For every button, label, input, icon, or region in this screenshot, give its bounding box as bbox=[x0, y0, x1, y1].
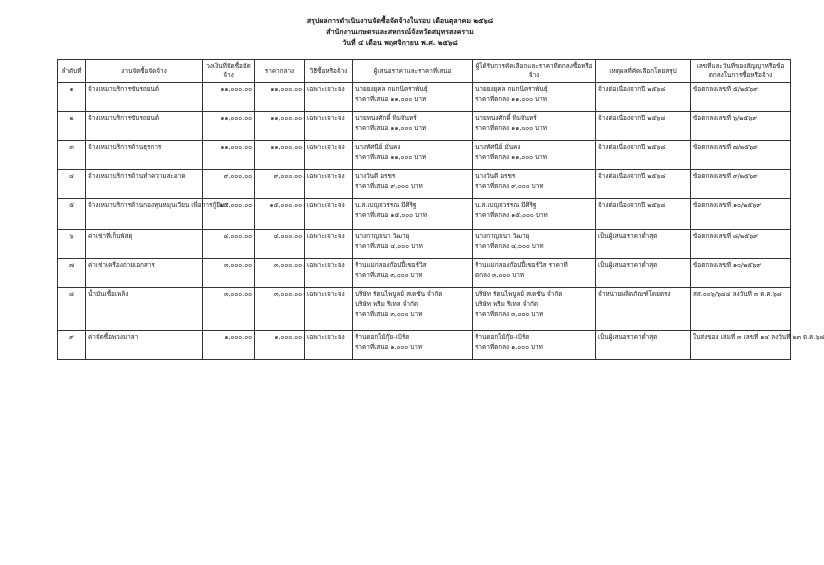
bidder-info-line: นายทนงศักดิ์ ทิมจันทร์ bbox=[355, 114, 417, 122]
median-price: ๑๕,๐๐๐.๐๐ bbox=[255, 199, 305, 230]
median-price: ๓,๐๐๐.๐๐ bbox=[255, 259, 305, 288]
winner-info-line: ร้านแม่กลองก๊อปปี้เซอร์วิส ราคาที่ bbox=[475, 261, 568, 269]
procurement-item: จ้างเหมาบริการด้านกองทุนหมุนเวียน เพื่อการกู้ยืมฯ bbox=[86, 199, 203, 230]
winner-info-line: ราคาที่ตกลง ๔,๐๐๐ บาท bbox=[475, 242, 544, 250]
procurement-method: เฉพาะเจาะจง bbox=[305, 230, 353, 259]
procurement-method: เฉพาะเจาะจง bbox=[305, 170, 353, 199]
bidder-info-line: ราคาที่เสนอ ๑,๐๐๐ บาท bbox=[355, 343, 423, 351]
bidder-info bbox=[353, 331, 473, 360]
median-price: ๑๑,๐๐๐.๐๐ bbox=[255, 112, 305, 141]
bidder-info-line: บริษัท พรีม รีเทล จำกัด bbox=[355, 300, 418, 308]
winner-info-line: ราคาที่ตกลง ๙,๐๐๐ บาท bbox=[475, 182, 544, 190]
procurement-method: เฉพาะเจาะจง bbox=[305, 331, 353, 360]
report-title: สรุปผลการดำเนินงานจัดซื้อจัดจ้างในรอบ เดือนตุลาคม ๒๕๖๘ bbox=[306, 17, 494, 25]
row-number: ๖ bbox=[58, 230, 86, 259]
budget-amount: ๙,๐๐๐.๐๐ bbox=[203, 170, 255, 199]
col-header: วงเงินที่จัดซื้อจัดจ้าง bbox=[203, 60, 255, 83]
col-header: ผู้ได้รับการคัดเลือกและราคาที่ตกลงซื้อหรือจ้าง bbox=[473, 60, 596, 83]
col-header: ราคากลาง bbox=[255, 60, 305, 83]
selection-reason: จ้างต่อเนื่องจากปี ๒๕๖๘ bbox=[596, 83, 691, 112]
contract-reference: ใบส่งของ เล่มที่ ๓ เลขที่ ๑๔ ลงวันที่ ๒๓ ต.ค.๖๘ bbox=[691, 331, 791, 360]
winner-info-line: ราคาที่ตกลง ๑๑,๐๐๐ บาท bbox=[475, 95, 547, 103]
table-row bbox=[58, 112, 791, 141]
table-row bbox=[58, 199, 791, 230]
contract-reference: ข้อตกลงเลขที่ ๙/๒๕๖๙ bbox=[691, 170, 791, 199]
col-header: งานจัดซื้อจัดจ้าง bbox=[86, 60, 203, 83]
winner-info-line: ราคาที่ตกลง ๑๑,๐๐๐ บาท bbox=[475, 153, 547, 161]
bidder-info bbox=[353, 230, 473, 259]
winner-info-line: น.ส.เบญจวรรณ มีศิริฐ bbox=[475, 201, 537, 209]
winner-info bbox=[473, 331, 596, 360]
procurement-item: น้ำมันเชื้อเพลิง bbox=[86, 288, 203, 331]
selection-reason: จำหน่ายผลิตภัณฑ์โดยตรง bbox=[596, 288, 691, 331]
row-number: ๘ bbox=[58, 288, 86, 331]
winner-info-line: นางกาญจนา วัฒายุ bbox=[475, 232, 530, 240]
procurement-item: ค่าจัดซื้อพวงมาลา bbox=[86, 331, 203, 360]
winner-info-line: ราคาที่ตกลง ๑๕,๐๐๐ บาท bbox=[475, 211, 548, 219]
procurement-item: จ้างเหมาบริการด้านทำความสะอาด bbox=[86, 170, 203, 199]
bidder-info-line: ราคาที่เสนอ ๑๕,๐๐๐ บาท bbox=[355, 211, 427, 219]
col-header: เลขที่และวันที่ของสัญญาหรือข้อตกลงในการซื้อหรือจ้าง bbox=[691, 60, 791, 83]
median-price: ๔,๐๐๐.๐๐ bbox=[255, 230, 305, 259]
winner-info-line: ราคาที่ตกลง ๓,๐๐๐ บาท bbox=[475, 310, 544, 318]
selection-reason: จ้างต่อเนื่องจากปี ๒๕๖๘ bbox=[596, 141, 691, 170]
procurement-method: เฉพาะเจาะจง bbox=[305, 112, 353, 141]
contract-reference: ข้อตกลงเลขที่ ๑๐/๒๕๖๙ bbox=[691, 259, 791, 288]
bidder-info-line: นางทัศนีย์ มั่นคง bbox=[355, 143, 401, 151]
selection-reason: เป็นผู้เสนอราคาต่ำสุด bbox=[596, 331, 691, 360]
winner-info bbox=[473, 141, 596, 170]
contract-reference: ข้อตกลงเลขที่ ๘/๒๕๖๙ bbox=[691, 230, 791, 259]
agency-name: สำนักงานเกษตรและสหกรณ์จังหวัดสมุทรสงคราม bbox=[326, 28, 474, 36]
bidder-info-line: น.ส.เบญจวรรณ มีศิริฐ bbox=[355, 201, 417, 209]
winner-info-line: บริษัท รัตนไพบูลย์ สเตชั่น จำกัด bbox=[475, 290, 563, 298]
budget-amount: ๑๑,๐๐๐.๐๐ bbox=[203, 83, 255, 112]
row-number: ๓ bbox=[58, 141, 86, 170]
row-number: ๑ bbox=[58, 83, 86, 112]
bidder-info bbox=[353, 112, 473, 141]
selection-reason: จ้างต่อเนื่องจากปี ๒๕๖๘ bbox=[596, 170, 691, 199]
median-price: ๑,๐๐๐.๐๐ bbox=[255, 331, 305, 360]
bidder-info-line: นายยงยุคล กมกนิคราพันธุ์ bbox=[355, 85, 428, 93]
table-row bbox=[58, 288, 791, 331]
procurement-item: จ้างเหมาบริการขับรถยนต์ bbox=[86, 83, 203, 112]
bidder-info-line: นางกาญจนา วัฒายุ bbox=[355, 232, 410, 240]
table-row bbox=[58, 141, 791, 170]
procurement-method: เฉพาะเจาะจง bbox=[305, 141, 353, 170]
winner-info bbox=[473, 83, 596, 112]
document-header bbox=[0, 16, 800, 49]
procurement-method: เฉพาะเจาะจง bbox=[305, 83, 353, 112]
report-date: วันที่ ๔ เดือน พฤศจิกายน พ.ศ. ๒๕๖๘ bbox=[342, 39, 458, 47]
winner-info-line: บริษัท พรีม รีเทล จำกัด bbox=[475, 300, 538, 308]
procurement-method: เฉพาะเจาะจง bbox=[305, 259, 353, 288]
winner-info bbox=[473, 112, 596, 141]
median-price: ๑๑,๐๐๐.๐๐ bbox=[255, 141, 305, 170]
row-number: ๒ bbox=[58, 112, 86, 141]
bidder-info bbox=[353, 259, 473, 288]
selection-reason: จ้างต่อเนื่องจากปี ๒๕๖๘ bbox=[596, 199, 691, 230]
budget-amount: ๑๑,๐๐๐.๐๐ bbox=[203, 112, 255, 141]
budget-amount: ๓,๐๐๐.๐๐ bbox=[203, 259, 255, 288]
winner-info-line: นายยงยุคล กมกนิคราพันธุ์ bbox=[475, 85, 548, 93]
bidder-info bbox=[353, 141, 473, 170]
bidder-info-line: ราคาที่เสนอ ๓,๐๐๐ บาท bbox=[355, 310, 423, 318]
procurement-method: เฉพาะเจาะจง bbox=[305, 199, 353, 230]
col-header: ลำดับที่ bbox=[58, 60, 86, 83]
bidder-info-line: ราคาที่เสนอ ๓,๐๐๐ บาท bbox=[355, 271, 423, 279]
table-row bbox=[58, 331, 791, 360]
bidder-info bbox=[353, 170, 473, 199]
bidder-info-line: บริษัท รัตนไพบูลย์ สเตชั่น จำกัด bbox=[355, 290, 443, 298]
contract-reference: ข้อตกลงเลขที่ ๖/๒๕๖๙ bbox=[691, 112, 791, 141]
median-price: ๑๑,๐๐๐.๐๐ bbox=[255, 83, 305, 112]
col-header: ผู้เสนอราคาและราคาที่เสนอ bbox=[353, 60, 473, 83]
col-header: วิธีซื้อหรือจ้าง bbox=[305, 60, 353, 83]
row-number: ๗ bbox=[58, 259, 86, 288]
winner-info-line: นายทนงศักดิ์ ทิมจันทร์ bbox=[475, 114, 537, 122]
winner-info bbox=[473, 230, 596, 259]
bidder-info-line: ราคาที่เสนอ ๙,๐๐๐ บาท bbox=[355, 182, 423, 190]
winner-info-line: ราคาที่ตกลง ๑๑,๐๐๐ บาท bbox=[475, 124, 547, 132]
procurement-item: จ้างเหมาบริการขับรถยนต์ bbox=[86, 112, 203, 141]
contract-reference: ข้อตกลงเลขที่ ๕/๒๕๖๙ bbox=[691, 83, 791, 112]
contract-reference: ข้อตกลงเลขที่ ๑๐/๒๕๖๙ bbox=[691, 199, 791, 230]
budget-amount: ๑,๐๐๐.๐๐ bbox=[203, 331, 255, 360]
winner-info bbox=[473, 199, 596, 230]
bidder-info-line: ร้านดอกไม้กุ๊ย-เบิร์ด bbox=[355, 333, 410, 341]
contract-reference: ข้อตกลงเลขที่ ๗/๒๕๖๙ bbox=[691, 141, 791, 170]
procurement-item: จ้างเหมาบริการด้านธุรการ bbox=[86, 141, 203, 170]
budget-amount: ๓,๐๐๐.๐๐ bbox=[203, 288, 255, 331]
procurement-table bbox=[57, 59, 824, 360]
col-header: เหตุผลที่คัดเลือกโดยสรุป bbox=[596, 60, 691, 83]
bidder-info bbox=[353, 83, 473, 112]
table-row bbox=[58, 170, 791, 199]
selection-reason: เป็นผู้เสนอราคาต่ำสุด bbox=[596, 230, 691, 259]
bidder-info-line: ร้านแม่กลองก๊อปปี้เซอร์วิส bbox=[355, 261, 427, 269]
budget-amount: ๑๑,๐๐๐.๐๐ bbox=[203, 141, 255, 170]
bidder-info-line: นางวันดี อรชร bbox=[355, 172, 396, 180]
budget-amount: ๑๕,๐๐๐.๐๐ bbox=[203, 199, 255, 230]
winner-info-line: ราคาที่ตกลง ๑,๐๐๐ บาท bbox=[475, 343, 543, 351]
winner-info bbox=[473, 259, 596, 288]
selection-reason: เป็นผู้เสนอราคาต่ำสุด bbox=[596, 259, 691, 288]
procurement-item: ค่าเช่าที่เก็บพัสดุ bbox=[86, 230, 203, 259]
table-row bbox=[58, 230, 791, 259]
winner-info bbox=[473, 170, 596, 199]
median-price: ๓,๐๐๐.๐๐ bbox=[255, 288, 305, 331]
bidder-info-line: ราคาที่เสนอ ๑๑,๐๐๐ บาท bbox=[355, 95, 427, 103]
winner-info-line: ร้านดอกไม้กุ๊ย-เบิร์ด bbox=[475, 333, 530, 341]
winner-info bbox=[473, 288, 596, 331]
procurement-item: ค่าเช่าเครื่องถ่ายเอกสาร bbox=[86, 259, 203, 288]
selection-reason: จ้างต่อเนื่องจากปี ๒๕๖๘ bbox=[596, 112, 691, 141]
median-price: ๙,๐๐๐.๐๐ bbox=[255, 170, 305, 199]
table-row bbox=[58, 259, 791, 288]
bidder-info-line: ราคาที่เสนอ ๑๑,๐๐๐ บาท bbox=[355, 153, 427, 161]
row-number: ๕ bbox=[58, 199, 86, 230]
table-header-row bbox=[58, 60, 791, 83]
bidder-info bbox=[353, 288, 473, 331]
winner-info-line: นางวันดี อรชร bbox=[475, 172, 516, 180]
table-row bbox=[58, 83, 791, 112]
budget-amount: ๔,๐๐๐.๐๐ bbox=[203, 230, 255, 259]
procurement-method: เฉพาะเจาะจง bbox=[305, 288, 353, 331]
winner-info-line: ตกลง ๓,๐๐๐ บาท bbox=[475, 271, 525, 279]
row-number: ๙ bbox=[58, 331, 86, 360]
bidder-info-line: ราคาที่เสนอ ๔,๐๐๐ บาท bbox=[355, 242, 423, 250]
bidder-info bbox=[353, 199, 473, 230]
winner-info-line: นางทัศนีย์ มั่นคง bbox=[475, 143, 521, 151]
bidder-info-line: ราคาที่เสนอ ๑๑,๐๐๐ บาท bbox=[355, 124, 427, 132]
row-number: ๔ bbox=[58, 170, 86, 199]
contract-reference: สส.๐๐๖/๖๔๔ ลงวันที่ ๓ ต.ค.๖๘ bbox=[691, 288, 791, 331]
